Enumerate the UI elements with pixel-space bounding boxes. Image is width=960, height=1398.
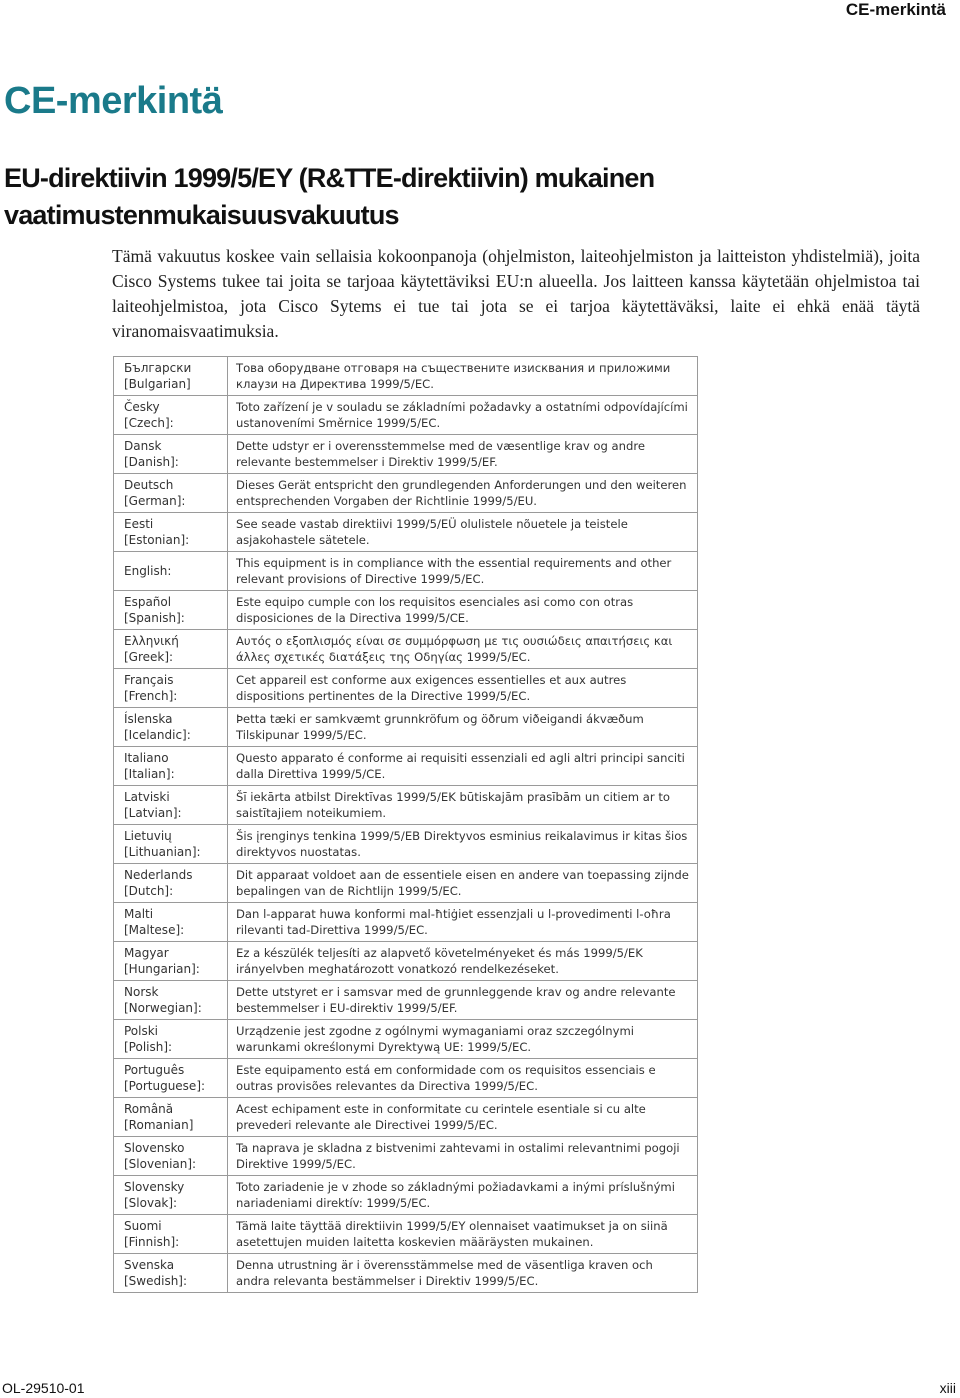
table-row [114,1059,698,1098]
language-code: [Polish]: [124,1040,173,1054]
language-cell [114,708,228,747]
declaration-text: Urządzenie jest zgodne z ogólnymi wymaganiami oraz szczególnymi warunkami określonymi Dyrektywą UE: 1999/5/EC. [228,1020,698,1059]
language-name: Íslenska [124,712,173,726]
table-row [114,1176,698,1215]
declaration-text: Tämä laite täyttää direktiivin 1999/5/EY olennaiset vaatimukset ja on siinä asetettujen muiden laitetta koskevien määräysten mukainen. [228,1215,698,1254]
language-name: Português [124,1063,185,1077]
language-name: Slovensko [124,1141,185,1155]
language-cell [114,747,228,786]
language-name: Lietuvių [124,829,172,843]
language-cell [114,903,228,942]
declaration-text: Αυτός ο εξοπλισμός είναι σε συμμόρφωση με τις ουσιώδεις απαιτήσεις και άλλες σχετικές διατάξεις της Οδηγίας 1999/5/EC. [228,630,698,669]
language-cell [114,786,228,825]
table-row [114,435,698,474]
language-cell [114,1020,228,1059]
language-name: Svenska [124,1258,175,1272]
language-cell [114,552,228,591]
language-cell [114,864,228,903]
language-name: Deutsch [124,478,174,492]
declaration-text: Þetta tæki er samkvæmt grunnkröfum og öðrum viðeigandi ákvæðum Tilskipunar 1999/5/EC. [228,708,698,747]
language-cell [114,1176,228,1215]
table-row [114,1215,698,1254]
table-row [114,513,698,552]
language-code: [Czech]: [124,416,174,430]
table-row [114,1098,698,1137]
language-name: Dansk [124,439,162,453]
language-name: Polski [124,1024,159,1038]
language-code: [Slovenian]: [124,1157,197,1171]
language-code: [Danish]: [124,455,179,469]
declaration-text: Šī iekārta atbilst Direktīvas 1999/5/EK būtiskajām prasībām un citiem ar to saistītajiem noteikumiem. [228,786,698,825]
declaration-text: Questo apparato é conforme ai requisiti essenziali ed agli altri principi sanciti dalla Direttiva 1999/5/CE. [228,747,698,786]
language-cell [114,981,228,1020]
section-heading: EU-direktiivin 1999/5/EY (R&TTE-direktiivin) mukainen vaatimustenmukaisuusvakuutus [4,163,655,230]
language-code: [Hungarian]: [124,962,200,976]
language-cell [114,513,228,552]
language-code: [Latvian]: [124,806,182,820]
language-cell [114,1137,228,1176]
declaration-text: Dette udstyr er i overensstemmelse med de væsentlige krav og andre relevante bestemmelser i Direktiv 1999/5/EF. [228,435,698,474]
table-row [114,396,698,435]
language-cell [114,1059,228,1098]
language-name: English: [124,564,172,578]
declaration-text: Ez a készülék teljesíti az alapvető követelményeket és más 1999/5/EK irányelvben meghatározott vonatkozó rendelkezéseket. [228,942,698,981]
language-cell [114,942,228,981]
table-row [114,747,698,786]
table-row [114,825,698,864]
language-cell [114,1098,228,1137]
declaration-text: Dieses Gerät entspricht den grundlegenden Anforderungen und den weiteren entsprechenden Vorgaben der Richtlinie 1999/5/EU. [228,474,698,513]
table-row [114,981,698,1020]
language-name: Română [124,1102,174,1116]
table-row [114,669,698,708]
table-row [114,903,698,942]
language-code: [German]: [124,494,186,508]
declaration-text: Toto zariadenie je v zhode so základnými požiadavkami a inými príslušnými nariadeniami direktív: 1999/5/EC. [228,1176,698,1215]
declaration-text: Dette utstyret er i samsvar med de grunnleggende krav og andre relevante bestemmelser i EU-direktiv 1999/5/EF. [228,981,698,1020]
language-name: Español [124,595,172,609]
language-code: [Estonian]: [124,533,190,547]
language-code: [French]: [124,689,178,703]
language-code: [Greek]: [124,650,174,664]
running-header: CE-merkintä [845,0,946,19]
language-name: Magyar [124,946,169,960]
intro-paragraph: Tämä vakuutus koskee vain sellaisia kokoonpanoja (ohjelmiston, laiteohjelmiston ja laitteiston yhdistelmiä), joita Cisco Systems tukee tai joita se tarjoaa käytettäviksi EU:n alueella. Jos laitteen kanssa käytetään ohjelmistoa tai laiteohjelmistoa, jota Cisco Sytems ei tue tai jota se ei tarjoa käytettäväksi, laite ei ehkä enää täytä viranomaisvaatimuksia. [112,246,920,341]
table-row [114,552,698,591]
declaration-text: Dan l-apparat huwa konformi mal-ħtiġiet essenzjali u l-provedimenti l-oħra rilevanti tad-Direttiva 1999/5/EC. [228,903,698,942]
declarations-table [113,356,698,1293]
language-code: [Finnish]: [124,1235,180,1249]
table-row [114,1254,698,1293]
declaration-text: Šis įrenginys tenkina 1999/5/EB Direktyvos esminius reikalavimus ir kitas šios direktyvos nuostatas. [228,825,698,864]
language-code: [Dutch]: [124,884,174,898]
page-number: xiii [939,1380,956,1396]
language-name: Malti [124,907,154,921]
language-name: Ελληνική [124,634,179,648]
language-code: [Icelandic]: [124,728,191,742]
language-code: [Spanish]: [124,611,185,625]
table-row [114,1137,698,1176]
language-name: Slovensky [124,1180,185,1194]
declaration-text: This equipment is in compliance with the essential requirements and other relevant provisions of Directive 1999/5/EC. [228,552,698,591]
declaration-text: Denna utrustning är i överensstämmelse med de väsentliga kraven och andra relevanta bestämmelser i Direktiv 1999/5/EC. [228,1254,698,1293]
language-name: Česky [124,400,160,414]
language-name: Suomi [124,1219,162,1233]
declaration-text: Cet appareil est conforme aux exigences essentielles et aux autres dispositions pertinentes de la Directive 1999/5/EC. [228,669,698,708]
language-cell [114,435,228,474]
declaration-text: Това оборудване отговаря на съществените изисквания и приложими клаузи на Директива 1999/5/ЕС. [228,357,698,396]
table-row [114,630,698,669]
language-cell [114,825,228,864]
language-code: [Lithuanian]: [124,845,201,859]
language-name: Български [124,361,192,375]
language-code: [Maltese]: [124,923,185,937]
page-title: CE-merkintä [4,80,223,122]
declaration-text: See seade vastab direktiivi 1999/5/EÜ olulistele nõuetele ja teistele asjakohastele sätetele. [228,513,698,552]
declaration-text: Dit apparaat voldoet aan de essentiele eisen en andere van toepassing zijnde bepalingen van de Richtlijn 1999/5/EC. [228,864,698,903]
language-name: Latviski [124,790,170,804]
language-code: [Slovak]: [124,1196,178,1210]
language-cell [114,591,228,630]
language-name: Norsk [124,985,159,999]
declaration-text: Este equipo cumple con los requisitos esenciales asi como con otras disposiciones de la Directiva 1999/5/CE. [228,591,698,630]
table-row [114,357,698,396]
language-cell [114,630,228,669]
language-code: [Swedish]: [124,1274,188,1288]
language-name: Eesti [124,517,154,531]
language-name: Nederlands [124,868,193,882]
declarations-table-body [114,357,698,1293]
table-row [114,1020,698,1059]
declaration-text: Este equipamento está em conformidade com os requisitos essenciais e outras provisões relevantes da Directiva 1999/5/EC. [228,1059,698,1098]
language-code: [Norwegian]: [124,1001,202,1015]
table-row [114,786,698,825]
declaration-text: Toto zařízení je v souladu se základními požadavky a ostatními odpovídajícími ustanoveními Směrnice 1999/5/EC. [228,396,698,435]
language-code: [Italian]: [124,767,175,781]
table-row [114,591,698,630]
language-cell [114,357,228,396]
language-code: [Romanian] [124,1118,194,1132]
language-cell [114,1254,228,1293]
table-row [114,942,698,981]
table-row [114,474,698,513]
language-code: [Bulgarian] [124,377,191,391]
declaration-text: Acest echipament este in conformitate cu cerintele esentiale si cu alte prevederi relevante ale Directivei 1999/5/EC. [228,1098,698,1137]
declaration-text: Ta naprava je skladna z bistvenimi zahtevami in ostalimi relevantnimi pogoji Direktive 1999/5/EC. [228,1137,698,1176]
language-name: Français [124,673,174,687]
language-cell [114,474,228,513]
table-row [114,708,698,747]
language-name: Italiano [124,751,169,765]
language-cell [114,396,228,435]
table-row [114,864,698,903]
language-cell [114,1215,228,1254]
language-cell [114,669,228,708]
document-number: OL-29510-01 [2,1380,85,1396]
language-code: [Portuguese]: [124,1079,206,1093]
